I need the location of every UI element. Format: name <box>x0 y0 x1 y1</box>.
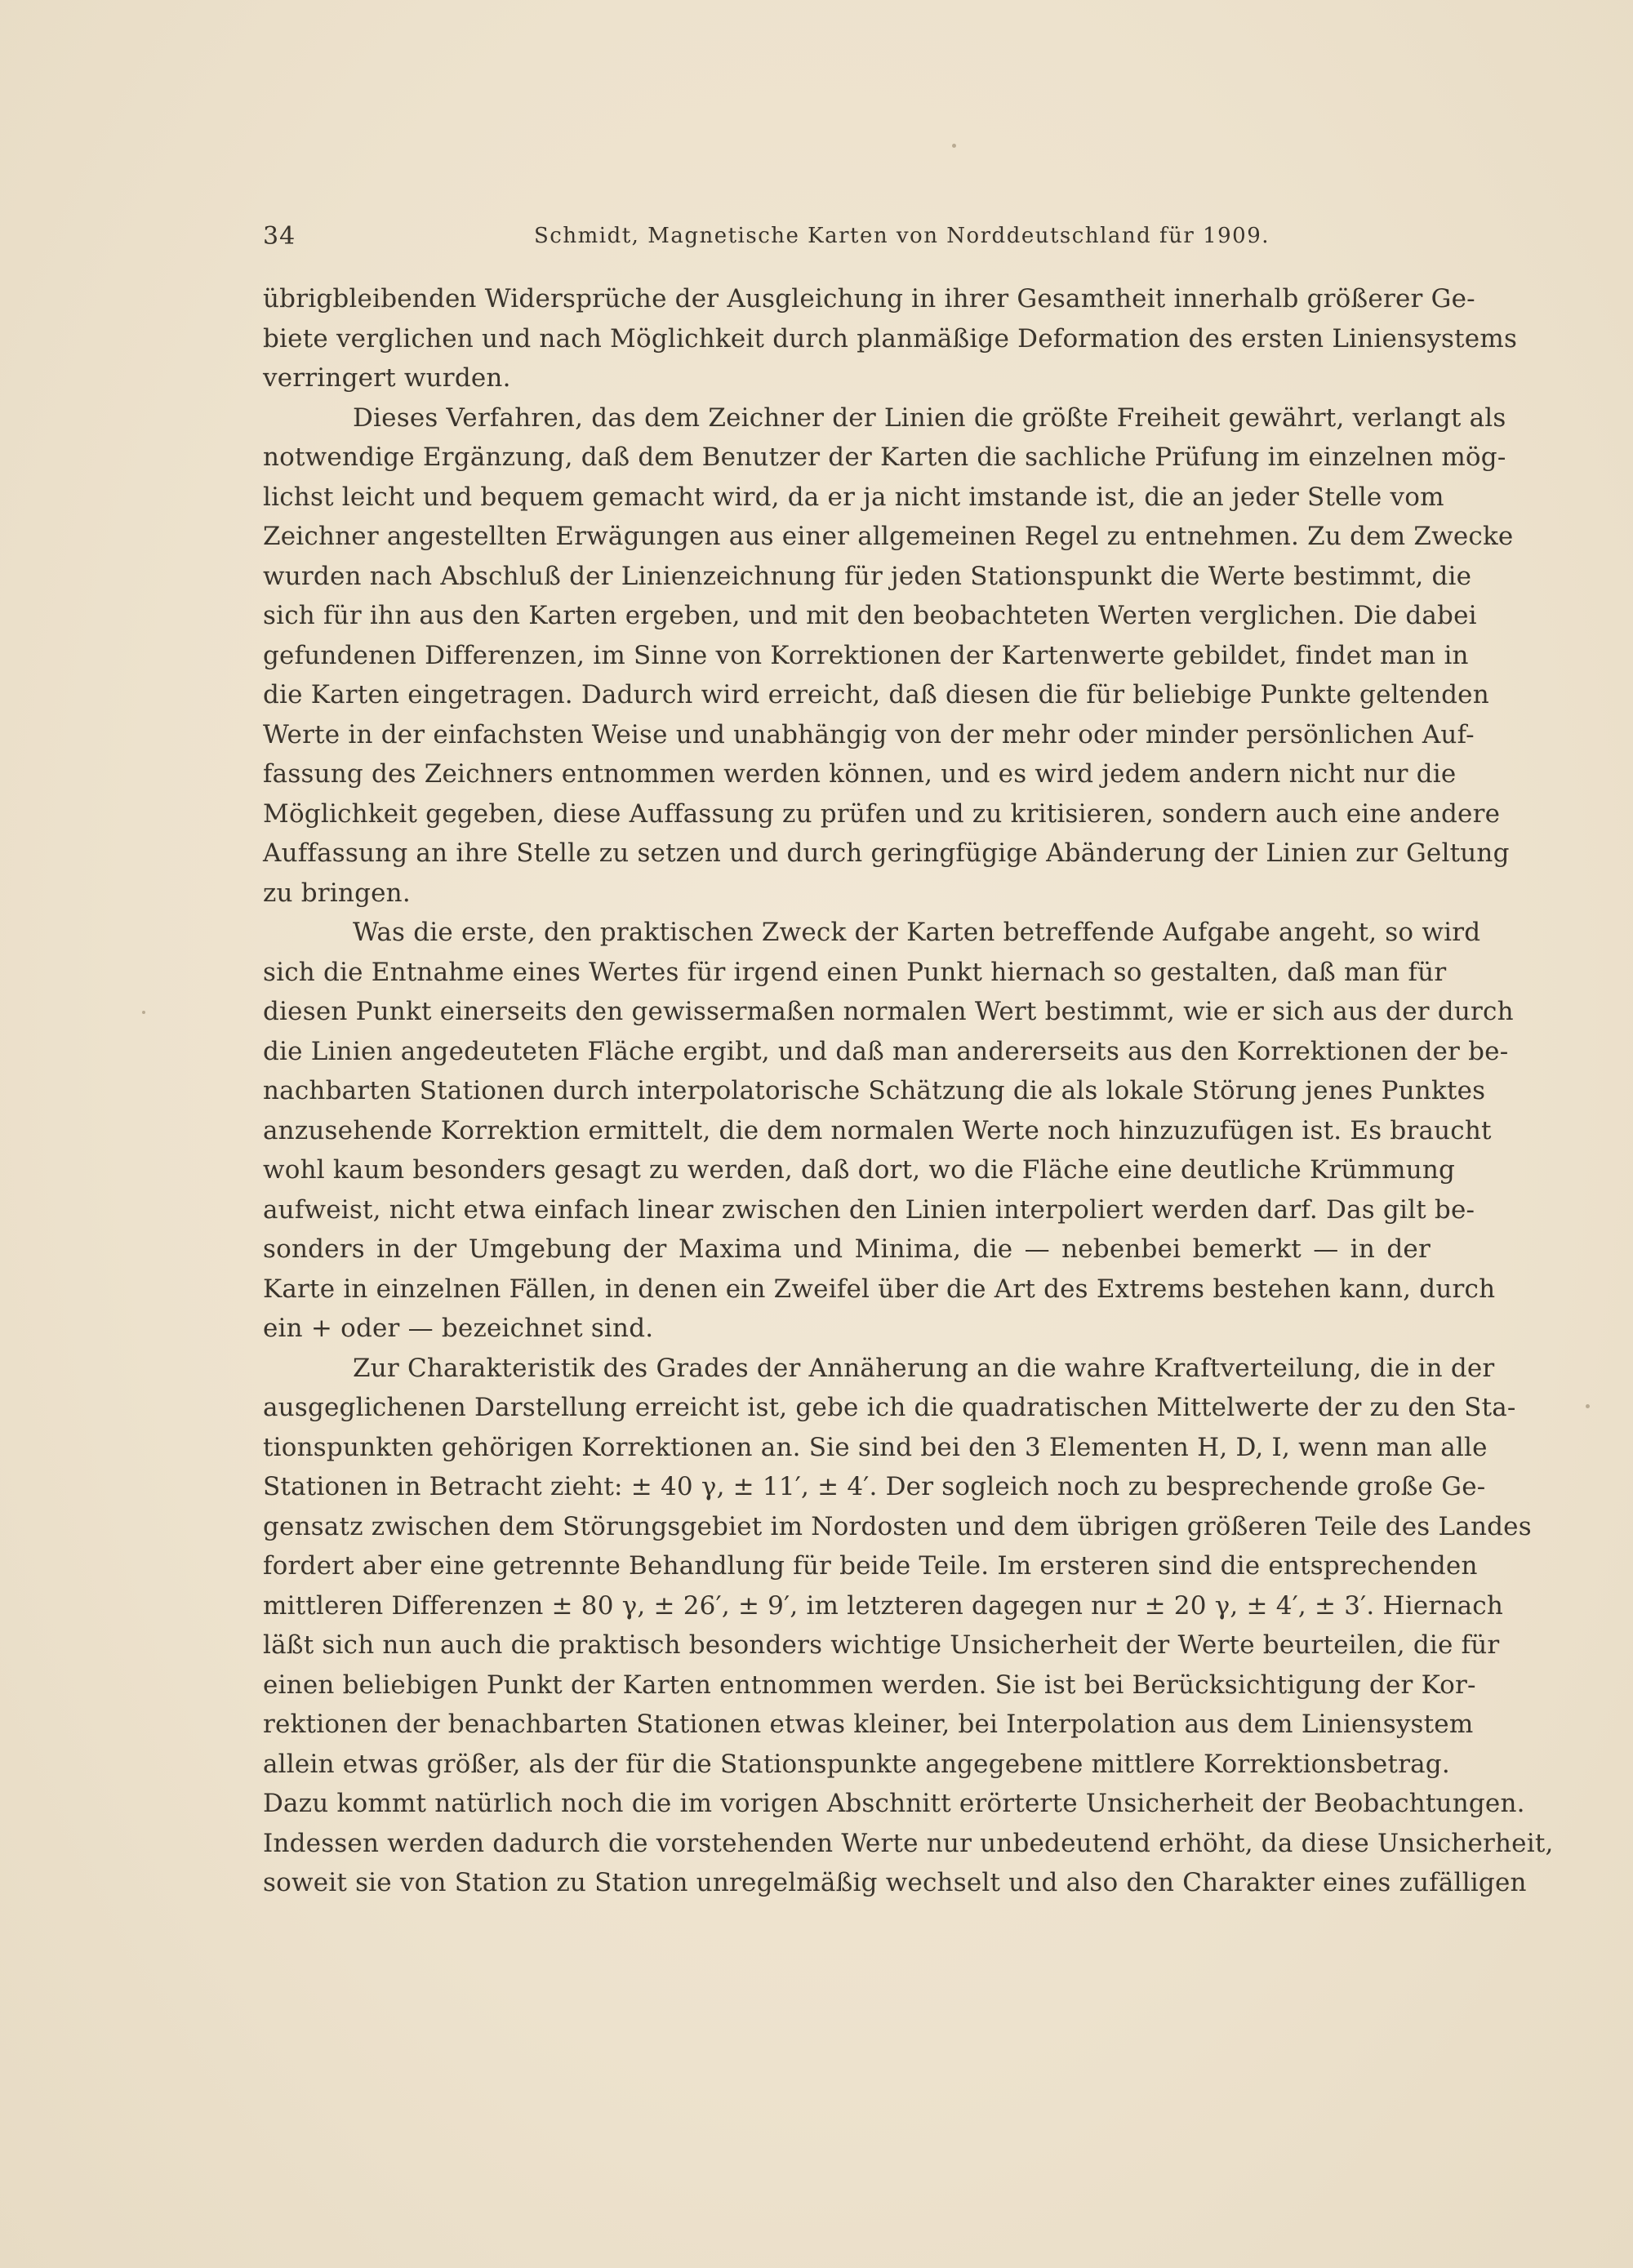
text-line: nachbarten Stationen durch interpolatorische Schätzung die als lokale Störung jenes Punktes <box>263 1076 1486 1105</box>
text-line: sich die Entnahme eines Wertes für irgend einen Punkt hiernach so gestalten, daß man für <box>263 957 1447 987</box>
paper-speck <box>952 144 956 148</box>
text-line: ein + oder — bezeichnet sind. <box>263 1314 654 1343</box>
text-line: allein etwas größer, als der für die Stationspunkte angegebene mittlere Korrektionsbetrag. <box>263 1749 1450 1779</box>
text-line: biete verglichen und nach Möglichkeit durch planmäßige Deformation des ersten Liniensystems <box>263 323 1518 354</box>
text-line: Was die erste, den praktischen Zweck der Karten betreffende Aufgabe angeht, so wird <box>353 918 1481 947</box>
text-line: die Linien angedeuteten Fläche ergibt, und daß man andererseits aus den Korrektionen der be- <box>263 1036 1509 1066</box>
text-line: ausgeglichenen Darstellung erreicht ist, gebe ich die quadratischen Mittelwerte der zu den Sta- <box>263 1393 1516 1422</box>
text-line: einen beliebigen Punkt der Karten entnommen werden. Sie ist bei Berücksichtigung der Kor- <box>263 1670 1476 1700</box>
paper-speck <box>1586 1404 1590 1408</box>
text-line: übrigbleibenden Widersprüche der Ausgleichung in ihrer Gesamtheit innerhalb größerer Ge- <box>263 284 1475 314</box>
text-line: sonders in der Umgebung der Maxima und Minima, die — nebenbei bemerkt — in der <box>263 1234 1431 1264</box>
text-line: Indessen werden dadurch die vorstehenden Werte nur unbedeutend erhöht, da diese Unsicherheit, <box>263 1828 1554 1858</box>
text-line: wohl kaum besonders gesagt zu werden, daß dort, wo die Fläche eine deutliche Krümmung <box>263 1155 1456 1185</box>
text-line: tionspunkten gehörigen Korrektionen an. Sie sind bei den 3 Elementen H, D, I, wenn man alle <box>263 1432 1488 1462</box>
text-line: Stationen in Betracht zieht: ± 40 γ, ± 11′, ± 4′. Der sogleich noch zu besprechende große Ge- <box>263 1472 1486 1501</box>
text-line: Dazu kommt natürlich noch die im vorigen Abschnitt erörterte Unsicherheit der Beobachtungen. <box>263 1789 1525 1818</box>
text-line: verringert wurden. <box>263 363 511 393</box>
page-number: 34 <box>263 222 296 251</box>
text-line: lichst leicht und bequem gemacht wird, da er ja nicht imstande ist, die an jeder Stelle vom <box>263 482 1444 512</box>
page-header <box>263 222 1432 255</box>
text-line: diesen Punkt einerseits den gewissermaßen normalen Wert bestimmt, wie er sich aus der durch <box>263 997 1514 1026</box>
text-line: Dieses Verfahren, das dem Zeichner der Linien die größte Freiheit gewährt, verlangt als <box>353 402 1506 433</box>
text-line: Zeichner angestellten Erwägungen aus einer allgemeinen Regel zu entnehmen. Zu dem Zwecke <box>263 522 1514 551</box>
body-text <box>263 279 1554 1903</box>
text-line: gefundenen Differenzen, im Sinne von Korrektionen der Kartenwerte gebildet, findet man in <box>263 640 1469 670</box>
text-line: die Karten eingetragen. Dadurch wird erreicht, daß diesen die für beliebige Punkte geltenden <box>263 680 1489 709</box>
text-line: Möglichkeit gegeben, diese Auffassung zu prüfen und zu kritisieren, sondern auch eine andere <box>263 798 1501 829</box>
text-line: fordert aber eine getrennte Behandlung für beide Teile. Im ersteren sind die entsprechenden <box>263 1551 1478 1581</box>
text-line: Zur Charakteristik des Grades der Annäherung an die wahre Kraftverteilung, die in der <box>353 1353 1495 1383</box>
text-line: notwendige Ergänzung, daß dem Benutzer der Karten die sachliche Prüfung im einzelnen mög- <box>263 442 1506 472</box>
text-line: zu bringen. <box>263 878 411 908</box>
text-line: wurden nach Abschluß der Linienzeichnung für jeden Stationspunkt die Werte bestimmt, die <box>263 561 1472 591</box>
text-line: Auffassung an ihre Stelle zu setzen und durch geringfügige Abänderung der Linien zur Geltung <box>263 838 1510 868</box>
text-line: anzusehende Korrektion ermittelt, die dem normalen Werte noch hinzuzufügen ist. Es braucht <box>263 1115 1492 1145</box>
paper-speck <box>142 1011 145 1014</box>
text-line: Karte in einzelnen Fällen, in denen ein Zweifel über die Art des Extrems bestehen kann, durch <box>263 1274 1496 1304</box>
text-line: fassung des Zeichners entnommen werden können, und es wird jedem andern nicht nur die <box>263 759 1457 789</box>
text-line: aufweist, nicht etwa einfach linear zwischen den Linien interpoliert werden darf. Das gilt be- <box>263 1194 1475 1225</box>
text-line: sich für ihn aus den Karten ergeben, und mit den beobachteten Werten verglichen. Die dabei <box>263 601 1477 630</box>
running-head: Schmidt, Magnetische Karten von Norddeutschland für 1909. <box>534 224 1270 248</box>
text-line: rektionen der benachbarten Stationen etwas kleiner, bei Interpolation aus dem Liniensystem <box>263 1710 1474 1739</box>
text-line: mittleren Differenzen ± 80 γ, ± 26′, ± 9′, im letzteren dagegen nur ± 20 γ, ± 4′, ± 3′. Hiernach <box>263 1590 1504 1621</box>
text-line: gensatz zwischen dem Störungsgebiet im Nordosten und dem übrigen größeren Teile des Landes <box>263 1511 1532 1541</box>
text-line: Werte in der einfachsten Weise und unabhängig von der mehr oder minder persönlichen Auf- <box>263 719 1475 749</box>
text-line: soweit sie von Station zu Station unregelmäßig wechselt und also den Charakter eines zufälligen <box>263 1868 1527 1897</box>
text-line: läßt sich nun auch die praktisch besonders wichtige Unsicherheit der Werte beurteilen, die für <box>263 1630 1500 1660</box>
